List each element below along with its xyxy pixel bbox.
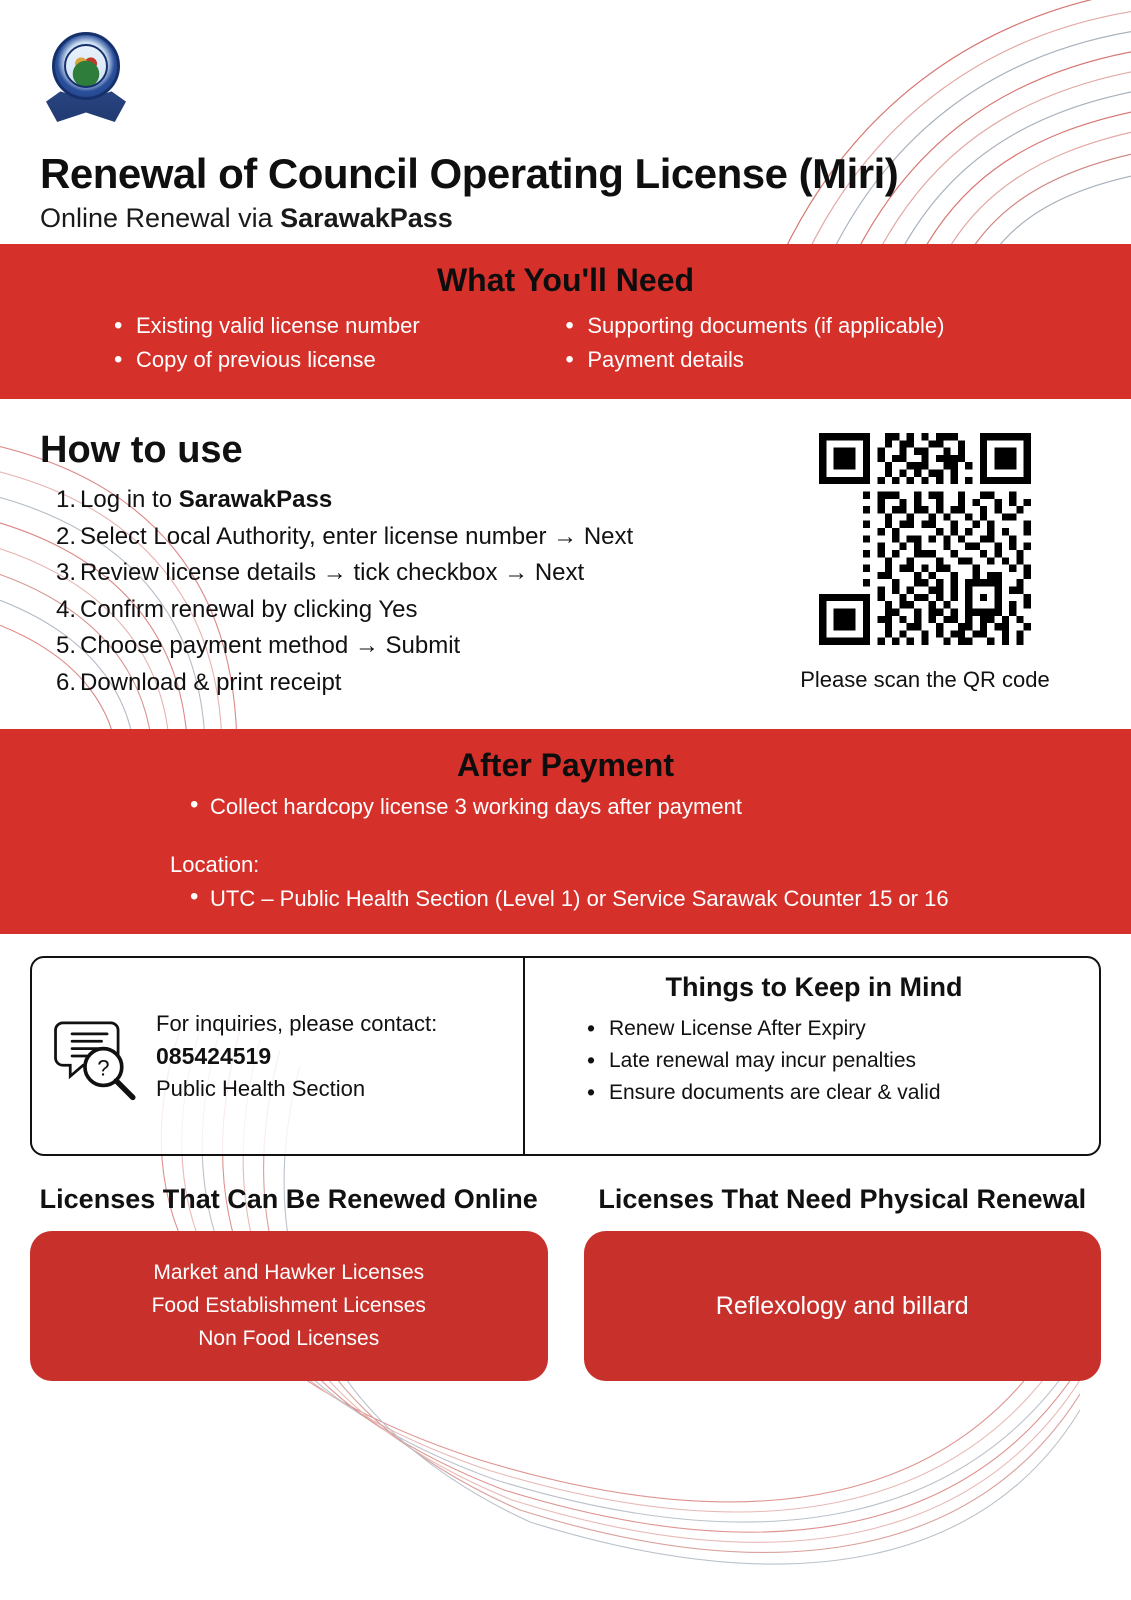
physical-licenses-column	[584, 1182, 1102, 1381]
step-1-brand: SarawakPass	[178, 486, 333, 514]
qr-caption: Please scan the QR code	[800, 667, 1050, 693]
after-payment-section	[0, 729, 1131, 934]
how-to-use-heading: How to use	[40, 429, 243, 472]
step-1-prefix: Log in to	[80, 486, 179, 514]
list-item: Confirm renewal by clicking Yes	[80, 595, 418, 623]
info-box	[30, 956, 1101, 1156]
needs-list-left	[110, 309, 551, 377]
contact-phone[interactable]: 085424519	[156, 1042, 272, 1069]
list-item	[40, 482, 760, 518]
list-item: • Collect hardcopy license 3 working days after payment	[40, 794, 1091, 820]
list-item: • Existing valid license number	[110, 309, 551, 343]
list-item: Choose payment method → Submit	[80, 632, 461, 660]
list-item: Download & print receipt	[80, 668, 342, 696]
how-to-use-step-list	[40, 482, 760, 701]
physical-licenses-heading: Licenses That Need Physical Renewal	[598, 1184, 1087, 1215]
page-subtitle	[40, 203, 1091, 234]
poster-header	[0, 0, 1131, 244]
page-title: Renewal of Council Operating License (Miri)	[40, 150, 899, 197]
contact-panel	[32, 958, 525, 1154]
online-licenses-heading: Licenses That Can Be Renewed Online	[39, 1184, 538, 1215]
list-item: • Supporting documents (if applicable)	[561, 309, 1091, 343]
location-label: Location:	[170, 852, 260, 878]
keep-in-mind-panel	[525, 958, 1099, 1154]
svg-text:?: ?	[97, 1055, 110, 1081]
contact-department: Public Health Section	[156, 1075, 366, 1101]
qr-block	[760, 429, 1090, 703]
license-categories-section	[0, 1182, 1131, 1381]
contact-text	[156, 1008, 437, 1105]
keep-in-mind-list	[549, 1013, 1079, 1109]
list-item: Non Food Licenses	[198, 1326, 380, 1350]
physical-licenses-pill	[584, 1231, 1102, 1381]
list-item: Food Establishment Licenses	[151, 1294, 426, 1318]
how-to-use-section	[0, 399, 1131, 729]
inquiry-magnifier-icon	[50, 1008, 142, 1104]
list-item: • UTC – Public Health Section (Level 1) or Service Sarawak Counter 15 or 16	[40, 886, 1091, 912]
online-licenses-pill	[30, 1231, 548, 1381]
contact-line-1: For inquiries, please contact:	[156, 1010, 438, 1036]
list-item: • Renew License After Expiry	[585, 1013, 1079, 1045]
location-list	[40, 886, 1091, 912]
subtitle-prefix: Online Renewal via	[40, 203, 281, 234]
logo-emblem	[52, 32, 120, 100]
keep-in-mind-heading: Things to Keep in Mind	[665, 972, 963, 1003]
list-item: • Copy of previous license	[110, 343, 551, 377]
list-item: Reflexology and billard	[715, 1291, 969, 1320]
after-payment-heading: After Payment	[457, 747, 674, 784]
list-item: Select Local Authority, enter license number → Next	[80, 522, 634, 550]
list-item: Review license details → tick checkbox → Next	[80, 559, 585, 587]
list-item: Market and Hawker Licenses	[153, 1261, 425, 1285]
needs-list-right	[561, 309, 1091, 377]
qr-code[interactable]	[819, 433, 1031, 645]
council-crest-logo	[44, 28, 130, 124]
list-item: • Late renewal may incur penalties	[585, 1045, 1079, 1077]
what-you-need-section	[0, 244, 1131, 399]
list-item: • Ensure documents are clear & valid	[585, 1077, 1079, 1109]
subtitle-brand: SarawakPass	[280, 203, 453, 234]
after-payment-list	[40, 794, 1091, 820]
how-to-use-steps-block	[40, 429, 760, 703]
what-you-need-heading: What You'll Need	[436, 262, 695, 299]
list-item: • Payment details	[561, 343, 1091, 377]
online-licenses-column	[30, 1182, 548, 1381]
